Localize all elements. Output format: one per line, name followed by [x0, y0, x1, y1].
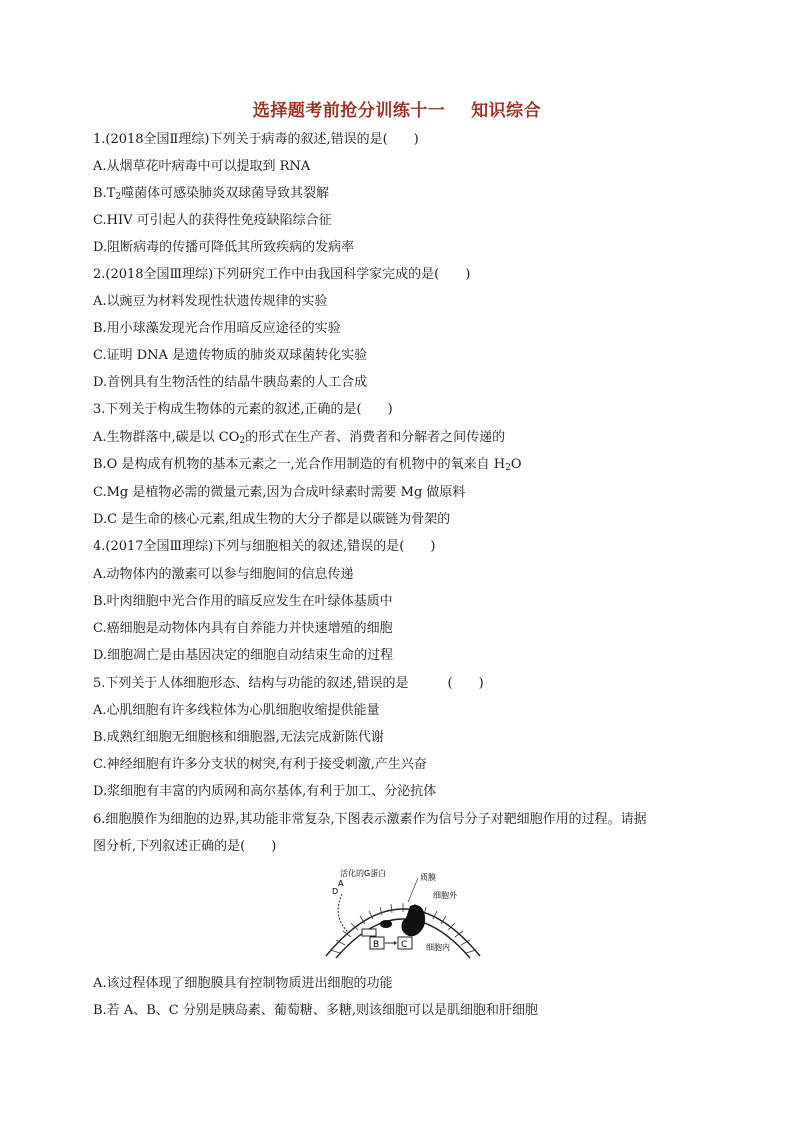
q4-option-d: D.细胞凋亡是由基因决定的细胞自动结束生命的过程 — [93, 648, 394, 663]
q4-option-b: B.叶肉细胞中光合作用的暗反应发生在叶绿体基质中 — [93, 594, 393, 609]
enzyme-box — [362, 929, 376, 936]
membrane-signaling-figure — [318, 866, 488, 962]
q1-option-d: D.阻断病毒的传播可降低其所致疾病的发病率 — [93, 240, 355, 255]
label-outside-cell: 细胞外 — [433, 891, 457, 900]
q1-option-b: $B.T_2$噬菌体可感染肺炎双球菌导致其裂解 — [93, 186, 330, 202]
q3-stem: 3.下列关于构成生物体的元素的叙述,正确的是( ) — [93, 402, 393, 417]
q4-option-a: A.动物体内的激素可以参与细胞间的信息传递 — [93, 567, 354, 582]
label-activated-g-protein: 活化的G蛋白 — [340, 869, 387, 878]
q5-option-b: B.成熟红细胞无细胞核和细胞器,无法完成新陈代谢 — [93, 730, 384, 745]
q3-option-d: D.C 是生命的核心元素,组成生物的大分子都是以碳链为骨架的 — [93, 512, 451, 527]
label-d: D — [332, 887, 339, 896]
label-c: C — [401, 940, 408, 950]
q1-option-a: A.从烟草花叶病毒中可以提取到 RNA — [93, 159, 311, 174]
label-b: B — [373, 940, 380, 950]
q4-stem: 4.(2017全国Ⅲ理综)下列与细胞相关的叙述,错误的是( ) — [93, 539, 436, 554]
g-protein — [380, 920, 392, 928]
q6-stem-line1: 6.细胞膜作为细胞的边界,其功能非常复杂,下图表示激素作为信号分子对靶细胞作用的过程。请据 — [93, 812, 647, 827]
page-title: 选择题考前抢分训练十一 知识综合 — [252, 101, 542, 121]
q2-option-a: A.以豌豆为材料发现性状遗传规律的实验 — [93, 294, 328, 309]
q2-option-b: B.用小球藻发现光合作用暗反应途径的实验 — [93, 321, 341, 336]
q5-option-a: A.心肌细胞有许多线粒体为心肌细胞收缩提供能量 — [93, 703, 380, 718]
q6-option-b: B.若 A、B、C 分别是胰岛素、葡萄糖、多糖,则该细胞可以是肌细胞和肝细胞 — [93, 1003, 538, 1018]
q3-option-b: B.O 是构成有机物的基本元素之一,光合作用制造的有机物中的氧来自 $H_2O$ — [93, 457, 522, 473]
q4-option-c: C.癌细胞是动物体内具有自养能力并快速增殖的细胞 — [93, 621, 393, 636]
q2-option-d: D.首例具有生物活性的结晶牛胰岛素的人工合成 — [93, 375, 368, 390]
q1-option-c: C.HIV 可引起人的获得性免疫缺陷综合征 — [93, 213, 332, 228]
q3-option-c: C.Mg 是植物必需的微量元素,因为合成叶绿素时需要 Mg 做原料 — [93, 485, 466, 500]
arrow-head — [394, 941, 397, 945]
label-membrane: 质膜 — [420, 873, 436, 882]
q5-option-c: C.神经细胞有许多分支状的树突,有利于接受刺激,产生兴奋 — [93, 757, 427, 772]
label-a: A — [338, 879, 344, 888]
q5-option-d: D.浆细胞有丰富的内质网和高尔基体,有利于加工、分泌抗体 — [93, 784, 437, 799]
q2-option-c: C.证明 DNA 是遗传物质的肺炎双球菌转化实验 — [93, 348, 368, 363]
q6-stem-line2: 图分析,下列叙述正确的是( ) — [93, 839, 277, 854]
label-inside-cell: 细胞内 — [426, 943, 450, 952]
q1-stem: 1.(2018全国Ⅱ理综)下列关于病毒的叙述,错误的是( ) — [93, 132, 419, 147]
q2-stem: 2.(2018全国Ⅲ理综)下列研究工作中由我国科学家完成的是( ) — [93, 267, 471, 282]
q6-option-a: A.该过程体现了细胞膜具有控制物质进出细胞的功能 — [93, 976, 393, 991]
hormone-path — [338, 894, 348, 932]
q5-stem: 5.下列关于人体细胞形态、结构与功能的叙述,错误的是 ( ) — [93, 676, 484, 691]
membrane-pointer — [408, 878, 418, 902]
q3-option-a: A.生物群落中,碳是以 $CO_2$的形式在生产者、消费者和分解者之间传递的 — [93, 430, 506, 446]
